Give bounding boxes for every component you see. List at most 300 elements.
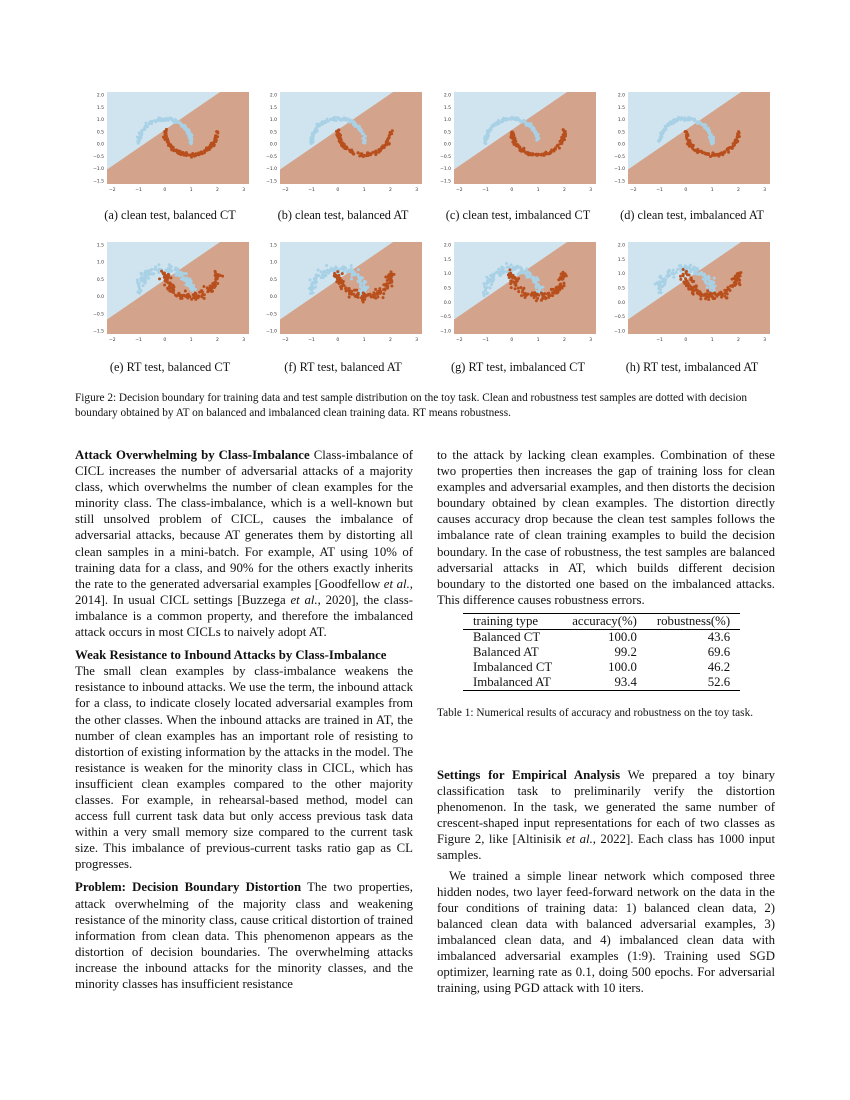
point-class-a: [138, 132, 141, 135]
point-class-a: [668, 270, 671, 273]
point-class-a: [693, 119, 696, 122]
point-class-b: [514, 287, 517, 290]
point-class-b: [374, 288, 377, 291]
point-class-b: [336, 278, 339, 281]
text: , 2014]. In usual CICL settings [Buzzega: [75, 576, 413, 607]
point-class-b: [531, 152, 534, 155]
cell: 46.2: [707, 660, 731, 674]
point-class-a: [696, 122, 699, 125]
point-class-b: [163, 283, 166, 286]
panel-c-plot: [432, 88, 602, 200]
table-row: [463, 630, 740, 646]
point-class-a: [359, 129, 362, 132]
point-class-b: [704, 297, 707, 300]
point-class-a: [523, 271, 526, 274]
point-class-b: [193, 153, 196, 156]
point-class-b: [705, 153, 708, 156]
left-column: [75, 447, 413, 992]
point-class-a: [180, 274, 183, 277]
point-class-b: [512, 274, 515, 277]
point-class-a: [153, 268, 156, 271]
point-class-a: [498, 274, 501, 277]
point-class-b: [214, 275, 217, 278]
panel-g: [432, 238, 602, 350]
y-tick-label: 0.0: [617, 300, 625, 306]
point-class-a: [335, 119, 338, 122]
point-class-a: [490, 283, 493, 286]
panel-g-plot: [432, 238, 602, 350]
point-class-b: [524, 292, 527, 295]
point-class-b: [727, 151, 730, 154]
point-class-b: [688, 139, 691, 142]
point-class-a: [516, 118, 519, 121]
x-tick-label: 0: [163, 338, 167, 343]
point-class-b: [344, 287, 347, 290]
caption-f: (f) RT test, balanced AT: [284, 360, 402, 374]
point-class-b: [679, 278, 682, 281]
point-class-a: [515, 265, 518, 268]
point-class-a: [137, 142, 140, 145]
point-class-b: [209, 144, 212, 147]
point-class-b: [168, 281, 171, 284]
x-tick-label: 3: [763, 188, 767, 193]
point-class-b: [216, 131, 219, 134]
point-class-a: [138, 287, 141, 290]
cell: 93.4: [614, 675, 637, 689]
x-tick-label: 0: [163, 188, 167, 193]
point-class-a: [491, 124, 494, 127]
point-class-a: [323, 271, 326, 274]
point-class-b: [508, 268, 511, 271]
text: Class-imbalance of CICL increases the number of adversarial attacks of a majority class, which overwhelms the number of clean examples for the minority class. The class-imbalance, which is a well-known but still unsolved problem of CICL, causes the imbalance of adversarial attacks, because AT generates them by distorting all clean samples in a mini-batch. For example, AT using 10% of training data for a class, and 90% for the others exactly inherits the rate to the generated adversarial examples [Goodfellow: [75, 448, 413, 591]
point-class-b: [738, 283, 741, 286]
point-class-b: [711, 152, 714, 155]
y-tick-label: −0.5: [266, 154, 277, 160]
point-class-b: [201, 293, 204, 296]
y-tick-label: 1.0: [617, 272, 625, 278]
point-class-b: [348, 290, 351, 293]
point-class-a: [658, 283, 661, 286]
point-class-b: [362, 291, 365, 294]
point-class-a: [500, 271, 503, 274]
x-tick-label: 2: [737, 188, 740, 193]
point-class-a: [188, 278, 191, 281]
point-class-b: [715, 153, 718, 156]
point-class-a: [191, 289, 194, 292]
point-class-b: [167, 276, 170, 279]
point-class-a: [701, 273, 704, 276]
y-tick-label: 1.0: [617, 118, 625, 124]
point-class-a: [323, 274, 326, 277]
point-class-b: [374, 293, 377, 296]
point-class-b: [564, 130, 567, 133]
y-tick-label: 0.5: [96, 130, 104, 136]
point-class-b: [537, 153, 540, 156]
point-class-b: [168, 144, 171, 147]
point-class-a: [327, 120, 330, 123]
point-class-b: [682, 274, 685, 277]
panel-f-plot: [258, 238, 428, 350]
point-class-a: [141, 280, 144, 283]
y-tick-label: 1.0: [443, 272, 451, 278]
point-class-b: [377, 151, 380, 154]
point-class-b: [530, 294, 533, 297]
point-class-b: [210, 290, 213, 293]
point-class-b: [164, 279, 167, 282]
point-class-a: [528, 271, 531, 274]
point-class-b: [341, 272, 344, 275]
point-class-b: [202, 285, 205, 288]
point-class-a: [168, 263, 171, 266]
point-class-a: [522, 120, 525, 123]
x-tick-label: 0: [336, 188, 340, 193]
header-training-type: training type: [473, 614, 539, 628]
point-class-b: [729, 289, 732, 292]
point-class-b: [215, 135, 218, 138]
y-tick-label: 0.0: [269, 142, 277, 148]
panel-a-plot: [85, 88, 255, 200]
point-class-a: [147, 277, 150, 280]
point-class-b: [194, 293, 197, 296]
heading-attack-overwhelming: Attack Overwhelming by Class-Imbalance: [75, 448, 310, 462]
point-class-b: [719, 152, 722, 155]
point-class-b: [540, 153, 543, 156]
y-tick-label: 0.5: [617, 286, 625, 292]
point-class-b: [382, 296, 385, 299]
x-tick-label: 1: [536, 338, 540, 343]
y-tick-label: 1.0: [269, 260, 277, 266]
point-class-b: [374, 150, 377, 153]
x-tick-label: −1: [135, 188, 142, 193]
point-class-a: [485, 292, 488, 295]
y-tick-label: 1.0: [96, 260, 104, 266]
point-class-a: [483, 294, 486, 297]
point-class-b: [381, 144, 384, 147]
point-class-a: [525, 122, 528, 125]
point-class-a: [491, 280, 494, 283]
caption-d: (d) clean test, imbalanced AT: [620, 208, 764, 222]
point-class-b: [214, 280, 217, 283]
point-class-a: [315, 123, 318, 126]
point-class-a: [144, 270, 147, 273]
point-class-a: [138, 136, 141, 139]
x-tick-label: 0: [510, 188, 514, 193]
point-class-b: [736, 279, 739, 282]
section-settings: [437, 767, 775, 864]
cell: Balanced CT: [473, 630, 541, 644]
point-class-b: [731, 284, 734, 287]
point-class-b: [508, 276, 511, 279]
point-class-a: [327, 271, 330, 274]
point-class-a: [486, 286, 489, 289]
point-class-b: [565, 274, 568, 277]
point-class-a: [183, 272, 186, 275]
point-class-b: [333, 274, 336, 277]
point-class-a: [361, 132, 364, 135]
x-tick-label: 3: [589, 188, 593, 193]
point-class-b: [726, 286, 729, 289]
point-class-a: [178, 271, 181, 274]
point-class-b: [390, 275, 393, 278]
point-class-b: [387, 138, 390, 141]
caption-c: (c) clean test, imbalanced CT: [445, 208, 591, 222]
point-class-a: [317, 268, 320, 271]
point-class-a: [322, 121, 325, 124]
point-class-a: [486, 136, 489, 139]
point-class-b: [733, 281, 736, 284]
point-class-a: [666, 275, 669, 278]
point-class-a: [708, 135, 711, 138]
point-class-b: [712, 297, 715, 300]
point-class-a: [694, 270, 697, 273]
point-class-a: [184, 279, 187, 282]
y-tick-label: 0.0: [96, 142, 104, 148]
panel-a: [85, 88, 255, 200]
point-class-b: [679, 275, 682, 278]
point-class-b: [343, 284, 346, 287]
y-tick-label: 0.0: [269, 295, 277, 301]
y-tick-label: −1.5: [614, 179, 625, 185]
cell: 99.2: [614, 645, 637, 659]
point-class-b: [561, 271, 564, 274]
point-class-a: [140, 130, 143, 133]
point-class-b: [219, 274, 222, 277]
point-class-b: [536, 297, 539, 300]
point-class-a: [190, 281, 193, 284]
y-tick-label: 0.5: [96, 277, 104, 283]
point-class-b: [691, 144, 694, 147]
point-class-b: [180, 152, 183, 155]
point-class-a: [690, 117, 693, 120]
point-class-b: [563, 282, 566, 285]
point-class-b: [352, 293, 355, 296]
point-class-b: [339, 285, 342, 288]
point-class-b: [158, 277, 161, 280]
x-tick-label: 2: [563, 338, 566, 343]
point-class-a: [174, 266, 177, 269]
point-class-b: [695, 150, 698, 153]
point-class-b: [559, 276, 562, 279]
point-class-b: [163, 130, 166, 133]
results-table: [463, 613, 740, 691]
x-tick-label: 1: [362, 338, 366, 343]
point-class-b: [534, 153, 537, 156]
point-class-a: [661, 285, 664, 288]
point-class-a: [486, 279, 489, 282]
point-class-a: [359, 276, 362, 279]
x-tick-label: 2: [389, 188, 392, 193]
point-class-a: [345, 118, 348, 121]
point-class-a: [186, 276, 189, 279]
point-class-b: [682, 268, 685, 271]
point-class-b: [386, 287, 389, 290]
y-tick-label: 1.0: [96, 118, 104, 124]
text: The small clean examples by class-imbalance weakens the resistance to inbound attacks. We use the term, the inbound attack for a class, to indicate closely located adversarial examples from the other classes. When the inbound attacks are trained in AT, the number of clean examples has an important role of resisting to distortion of existing information by the attacks in the model. The resistance is weaken for the minority class in CICL, which has insufficient clean examples compared to the other majority classes. For example, in rehearsal-based method, model can access full current task data but only access previous task data within a very small memory size compared to the current task size. This imbalance of previous-current tasks ratio gap as CL progresses.: [75, 664, 413, 872]
x-tick-label: −2: [281, 338, 289, 343]
point-class-a: [330, 269, 333, 272]
y-tick-label: −0.5: [614, 315, 625, 321]
point-class-b: [184, 295, 187, 298]
y-tick-label: −1.0: [266, 329, 277, 335]
x-tick-label: 0: [684, 188, 688, 193]
point-class-a: [348, 118, 351, 121]
point-class-a: [314, 128, 317, 131]
point-class-a: [157, 268, 160, 271]
point-class-a: [176, 271, 179, 274]
y-tick-label: 1.5: [443, 105, 451, 111]
point-class-b: [190, 156, 193, 159]
x-tick-label: 1: [362, 188, 366, 193]
x-tick-label: −2: [281, 188, 289, 193]
point-class-a: [712, 287, 715, 290]
point-class-a: [673, 272, 676, 275]
point-class-a: [150, 268, 153, 271]
x-tick-label: 2: [216, 338, 219, 343]
point-class-b: [196, 295, 199, 298]
text: et al.: [383, 576, 410, 591]
point-class-b: [550, 288, 553, 291]
point-class-b: [520, 294, 523, 297]
point-class-b: [533, 296, 536, 299]
point-class-b: [726, 147, 729, 150]
cell: 100.0: [608, 630, 637, 644]
point-class-b: [729, 146, 732, 149]
point-class-b: [388, 142, 391, 145]
point-class-a: [354, 124, 357, 127]
point-class-b: [371, 294, 374, 297]
point-class-b: [214, 284, 217, 287]
x-tick-label: −2: [108, 338, 116, 343]
point-class-a: [348, 270, 351, 273]
text: , 2022]. Each class has 1000 input samples.: [437, 832, 776, 863]
point-class-b: [177, 292, 180, 295]
point-class-b: [691, 280, 694, 283]
point-class-b: [360, 296, 363, 299]
point-class-a: [689, 264, 692, 267]
point-class-a: [490, 274, 493, 277]
point-class-a: [140, 273, 143, 276]
point-class-a: [315, 276, 318, 279]
x-tick-label: 1: [536, 188, 540, 193]
table-row: [463, 645, 740, 660]
y-tick-label: 2.0: [443, 93, 451, 99]
point-class-a: [534, 131, 537, 134]
point-class-a: [186, 282, 189, 285]
x-tick-label: 3: [763, 338, 767, 343]
point-class-b: [207, 288, 210, 291]
point-class-b: [731, 278, 734, 281]
panel-c: [432, 88, 602, 200]
caption-g: (g) RT test, imbalanced CT: [451, 360, 585, 374]
y-tick-label: −0.5: [266, 312, 277, 318]
section-boundary-distortion: [75, 879, 413, 992]
x-tick-label: 2: [563, 188, 566, 193]
table-row: [463, 660, 740, 675]
point-class-b: [529, 152, 532, 155]
point-class-b: [168, 285, 171, 288]
y-tick-label: −1.0: [614, 167, 625, 173]
point-class-b: [519, 286, 522, 289]
point-class-a: [138, 282, 141, 285]
point-class-a: [519, 271, 522, 274]
right-column-bottom: [437, 767, 775, 996]
point-class-a: [502, 267, 505, 270]
point-class-b: [356, 151, 359, 154]
header-robustness: robustness(%): [656, 614, 731, 628]
point-class-a: [175, 119, 178, 122]
y-tick-label: 2.0: [269, 93, 277, 99]
point-class-a: [513, 116, 516, 119]
point-class-a: [188, 137, 191, 140]
point-class-a: [312, 281, 315, 284]
x-tick-label: 2: [216, 188, 219, 193]
point-class-a: [357, 273, 360, 276]
point-class-a: [489, 128, 492, 131]
point-class-b: [720, 296, 723, 299]
point-class-a: [170, 265, 173, 268]
heading-boundary-distortion: Problem: Decision Boundary Distortion: [75, 880, 302, 895]
point-class-a: [338, 118, 341, 121]
panel-e-plot: [85, 238, 255, 350]
point-class-b: [378, 292, 381, 295]
point-class-b: [180, 294, 183, 297]
point-class-b: [382, 292, 385, 295]
point-class-b: [726, 292, 729, 295]
point-class-a: [535, 283, 538, 286]
point-class-a: [681, 117, 684, 120]
y-tick-label: −1.5: [266, 179, 277, 185]
cell: Imbalanced CT: [473, 660, 553, 674]
point-class-b: [163, 276, 166, 279]
point-class-b: [385, 141, 388, 144]
text: et al.: [290, 592, 318, 607]
x-tick-label: 2: [737, 338, 740, 343]
point-class-a: [485, 276, 488, 279]
point-class-b: [215, 138, 218, 141]
y-tick-label: 2.0: [617, 93, 625, 99]
point-class-b: [518, 149, 521, 152]
point-class-a: [535, 134, 538, 137]
point-class-a: [707, 275, 710, 278]
point-class-a: [531, 276, 534, 279]
point-class-a: [676, 268, 679, 271]
point-class-b: [213, 144, 216, 147]
point-class-a: [712, 282, 715, 285]
point-class-a: [483, 141, 486, 144]
point-class-a: [358, 279, 361, 282]
point-class-a: [136, 278, 139, 281]
paragraph: to the attack by lacking clean examples. Combination of these two properties then increases the gap of training loss for clean examples and adversarial examples, and then distorts the decision boundary obtained by clean examples. The distortion directly causes accuracy drop because the clean test samples follows the imbalance rate of clean training examples to build the decision boundary. In the case of robustness, the test samples are balanced adversarial attacks in AT, which builds different decision boundary to the distorted one based on the imbalanced attacks. This difference causes robustness errors.: [437, 448, 775, 607]
y-tick-label: −0.5: [93, 154, 104, 160]
caption-b: (b) clean test, balanced AT: [277, 208, 409, 222]
x-tick-label: 0: [510, 338, 514, 343]
y-tick-label: 0.5: [443, 286, 451, 292]
point-class-b: [515, 144, 518, 147]
cell: 43.6: [707, 630, 731, 644]
point-class-b: [174, 294, 177, 297]
point-class-a: [489, 286, 492, 289]
point-class-b: [521, 289, 524, 292]
table-header: [463, 614, 740, 630]
caption-a: (a) clean test, balanced CT: [104, 208, 236, 222]
y-tick-label: 1.5: [617, 105, 625, 111]
point-class-b: [542, 293, 545, 296]
point-class-b: [685, 130, 688, 133]
point-class-b: [554, 289, 557, 292]
point-class-b: [188, 295, 191, 298]
point-class-a: [658, 139, 661, 142]
point-class-b: [737, 134, 740, 137]
